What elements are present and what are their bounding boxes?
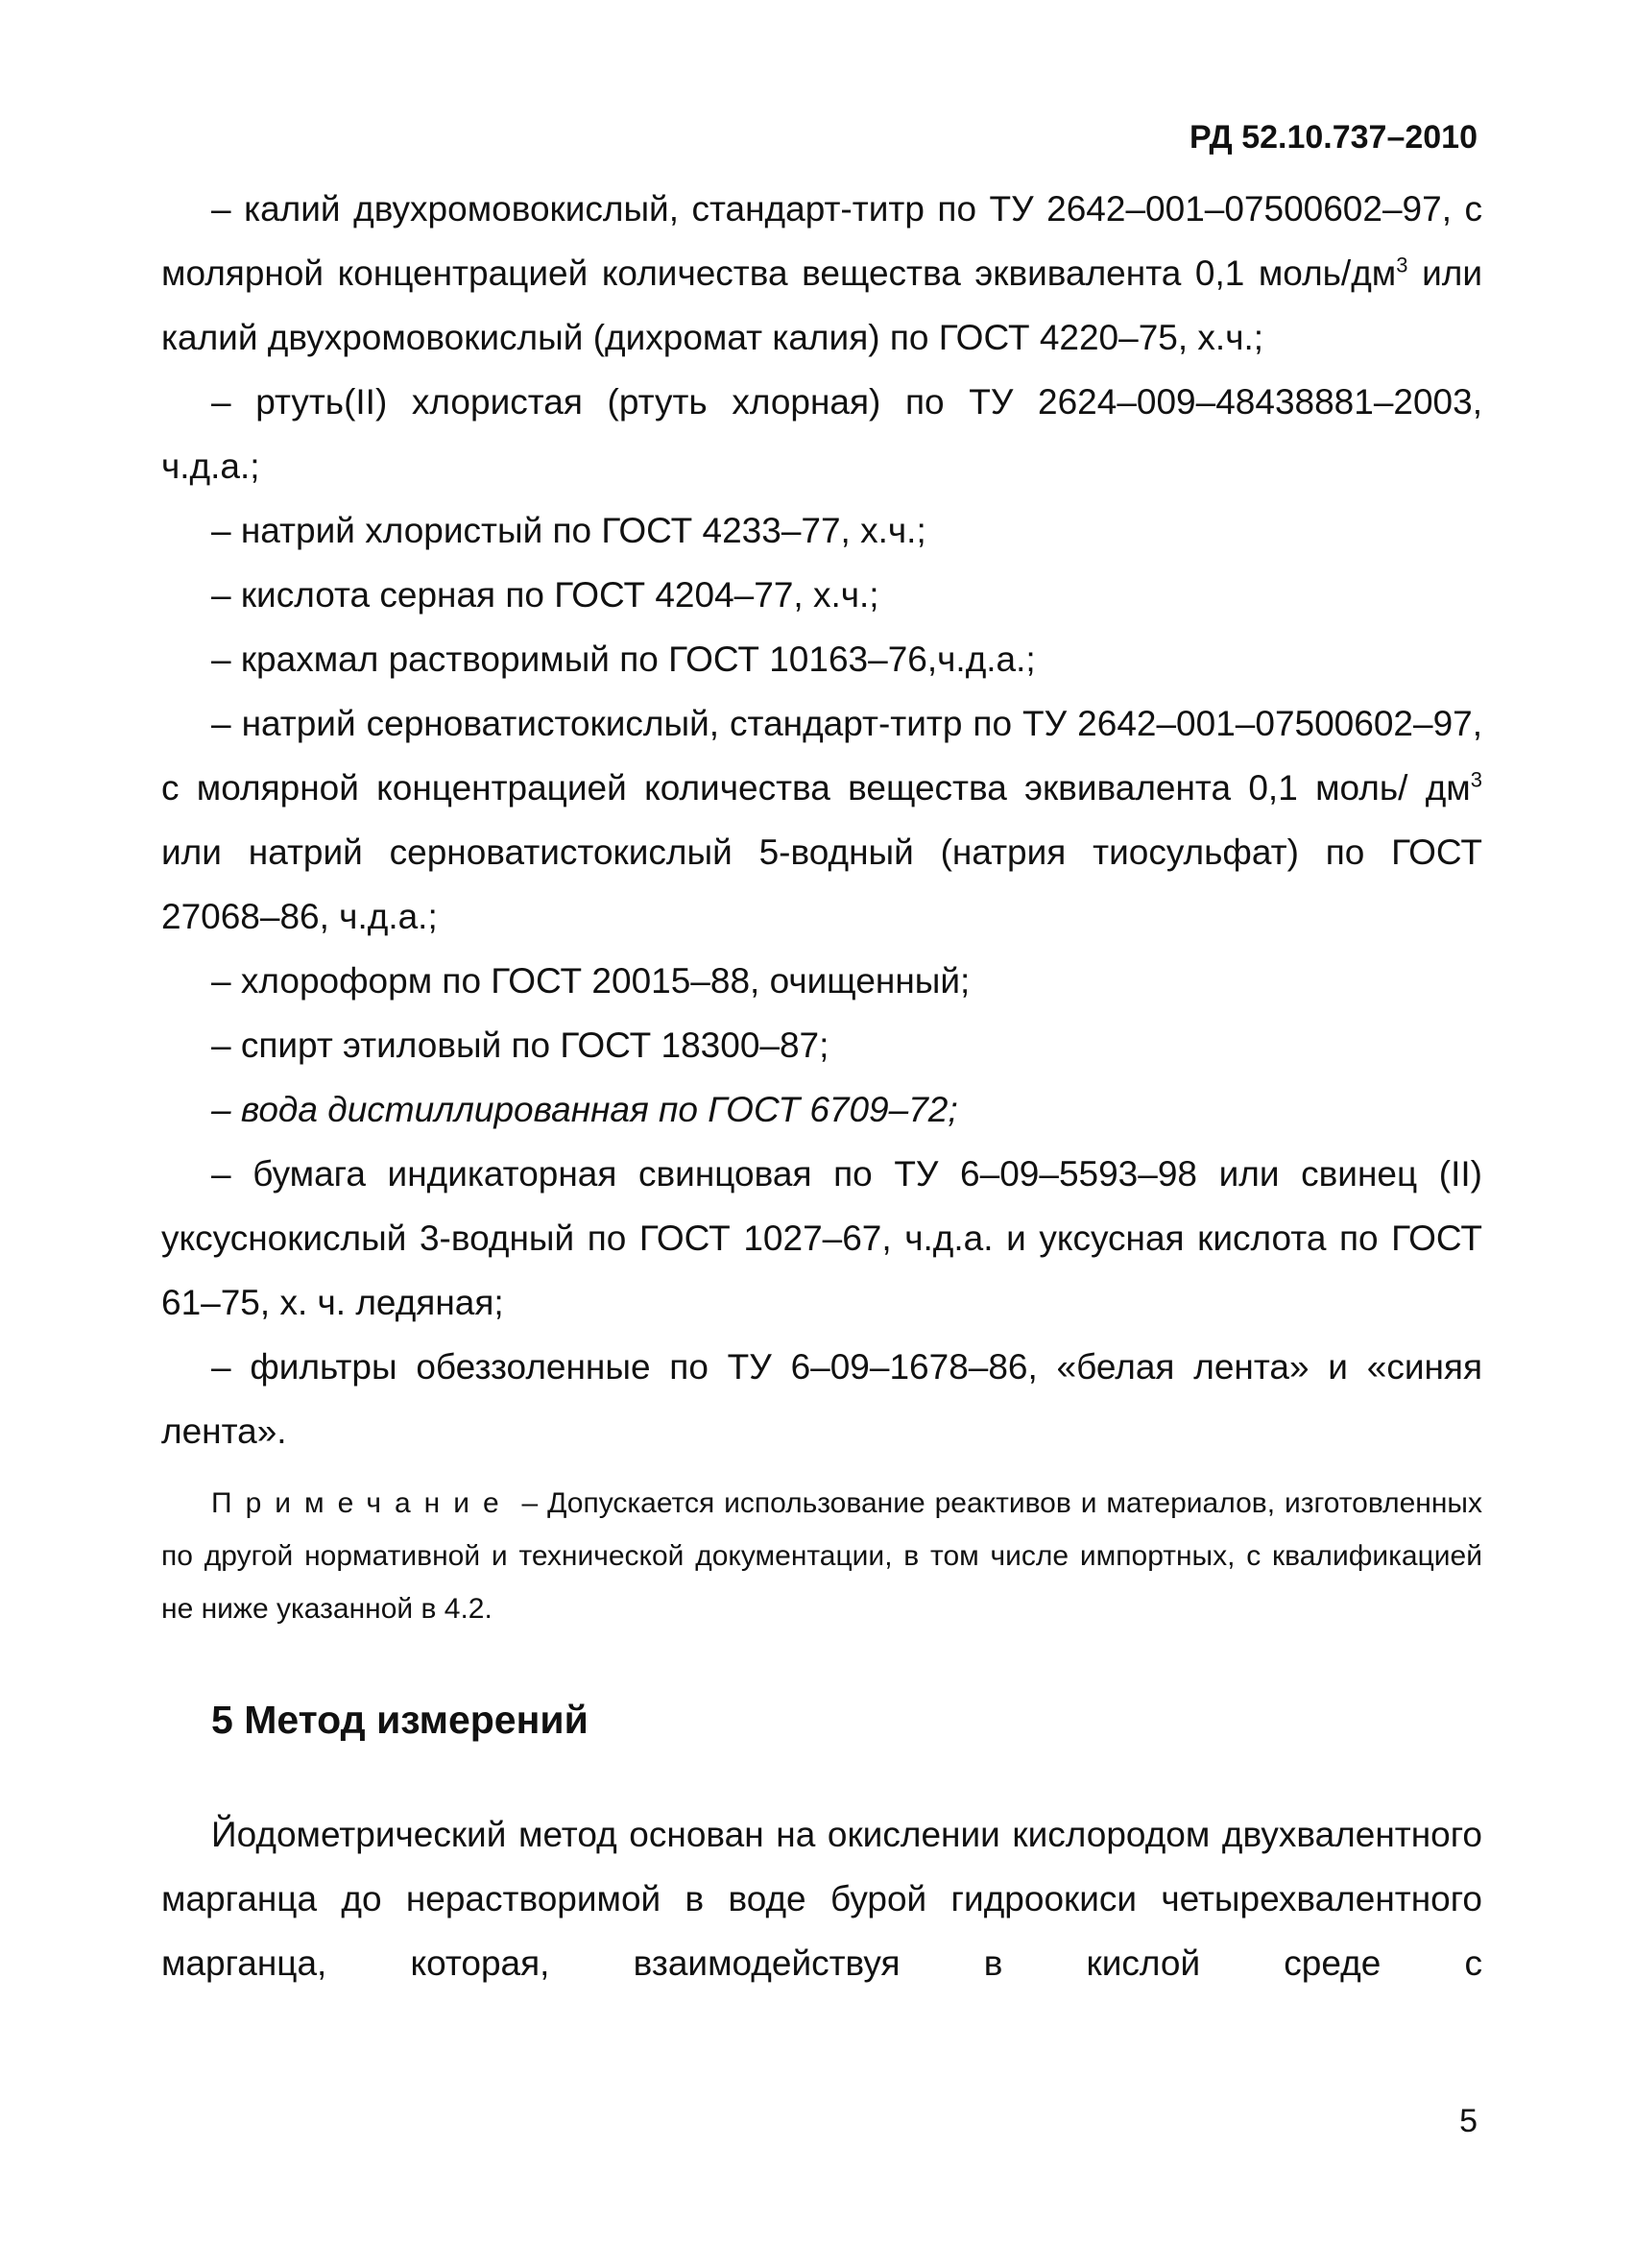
list-item-text: или натрий серноватистокислый 5-водный (натрия тиосульфат) по ГОСТ 27068–86, ч.д.а.; (161, 832, 1482, 936)
list-item-distilled-water: – вода дистиллированная по ГОСТ 6709–72; (211, 1090, 958, 1129)
document-id-header: РД 52.10.737–2010 (1189, 119, 1478, 156)
note-text: – Допускается использование реактивов и материалов, изготовленных по другой нормативной и технической документации, в том числе импортных, с квалификацией не ниже указанной в 4.2. (161, 1487, 1482, 1625)
list-item-ethanol: – спирт этиловый по ГОСТ 18300–87; (211, 1025, 829, 1065)
list-item-filters: – фильтры обеззоленные по ТУ 6–09–1678–86, «белая лента» и «синяя лента». (161, 1347, 1482, 1451)
list-item-text: – калий двухромовокислый, стандарт-титр по ТУ 2642–001–07500602–97, с молярной концентрацией количества вещества эквивалента 0,1 моль/дм (161, 189, 1482, 293)
document-body (161, 177, 1482, 2031)
list-item-sodium-thiosulfate (161, 691, 1482, 949)
list-item-lead-paper: – бумага индикаторная свинцовая по ТУ 6–09–5593–98 или свинец (II) уксуснокислый 3-водный по ГОСТ 1027–67, ч.д.а. и уксусная кислота по ГОСТ 61–75, х. ч. ледяная; (161, 1154, 1482, 1322)
list-item-potassium-dichromate (161, 177, 1482, 370)
superscript: 3 (1470, 767, 1482, 792)
note-paragraph (161, 1477, 1482, 1635)
page-number: 5 (1459, 2103, 1478, 2139)
list-item-chloroform: – хлороформ по ГОСТ 20015–88, очищенный; (211, 961, 971, 1001)
list-item-text: или калий двухромовокислый (дихромат калия) по ГОСТ 4220–75, х.ч.; (161, 253, 1482, 357)
note-label: Примечание (211, 1487, 513, 1519)
list-item-mercury-chloride: – ртуть(II) хлористая (ртуть хлорная) по ТУ 2624–009–48438881–2003, ч.д.а.; (161, 382, 1482, 486)
list-item-sulfuric-acid: – кислота серная по ГОСТ 4204–77, х.ч.; (211, 575, 879, 615)
section-title: 5 Метод измерений (211, 1698, 589, 1742)
list-item-text: – натрий серноватистокислый, стандарт-титр по ТУ 2642–001–07500602–97, с молярной концентрацией количества вещества эквивалента 0,1 моль/ дм (161, 704, 1482, 808)
list-item-starch: – крахмал растворимый по ГОСТ 10163–76,ч.д.а.; (211, 639, 1036, 679)
list-item-sodium-chloride: – натрий хлористый по ГОСТ 4233–77, х.ч.; (211, 511, 926, 550)
superscript: 3 (1396, 253, 1408, 277)
section-body-paragraph: Йодометрический метод основан на окислении кислородом двухвалентного марганца до нерастворимой в воде бурой гидроокиси четырехвалентного марганца, которая, взаимодействуя в кислой среде с (161, 1815, 1482, 1983)
